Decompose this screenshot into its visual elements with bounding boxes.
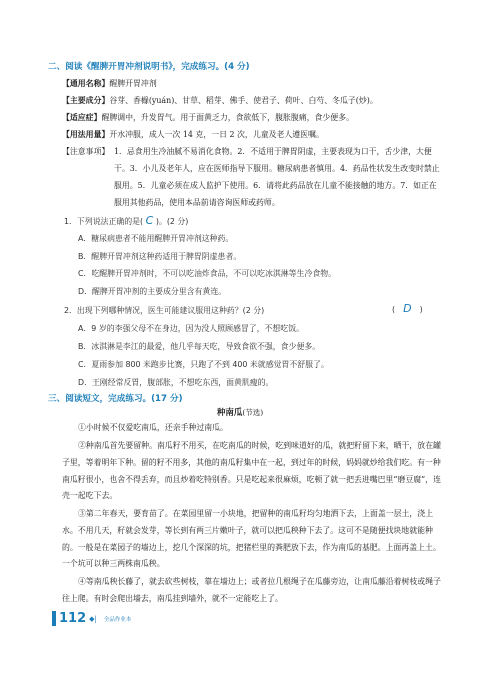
question-2-answer-box: ( D )	[392, 302, 423, 315]
passage-paragraph-2: ②种南瓜首先要留种。南瓜籽不用买，在吃南瓜的时候，吃到味道好的瓜，就把籽留下来，晒干，放在罐子里，等着明年下种。留的籽不用多，其他的南瓜籽集中在一起，到过年的时候，妈妈就炒给我们吃。有一种南瓜籽很小，也舍不得丢弃，而且炒着吃特别香。只是吃起来很麻烦，吃顿了就一把丢进嘴巴里“磨豆腐”，连壳一起吃下去。	[62, 441, 441, 501]
q2-option-a: A．9 岁的李强父母不在身边，因为没人照顾感冒了，不想吃饭。	[78, 324, 304, 333]
notice-label: 【注意事项】	[62, 147, 110, 156]
passage-title	[0, 406, 480, 418]
info-text: 醒脾调中，升发胃气。用于面黄乏力，食欲低下，腹胀腹痛，食少便多。	[101, 113, 354, 122]
info-label: 【用法用量】	[62, 130, 110, 139]
notice-text: 1．忌食用生冷油腻不易消化食物。2．不适用于脾胃阴虚，主要表现为口干，舌少津，大便干。3．小儿及老年人，应在医师指导下服用。糖尿病患者慎用。4．药品性状发生改变时禁止服用。5．儿童必须在成人监护下使用。6．请将此药品放在儿童不能接触的地方。7．如正在服用其他药品，使用本品前请咨询医师或药师。	[114, 147, 440, 207]
info-text: 醒脾开胃冲剂	[109, 79, 157, 88]
section-3-title: 三、阅读短文，完成练习。(17 分)	[48, 394, 183, 404]
info-line-dosage	[62, 129, 324, 140]
page-number: 112	[59, 611, 87, 626]
question-1-stem: 1．下列说法正确的是(	[64, 217, 144, 226]
q2-option-b: B．冰淇淋是李江的最爱，他几乎每天吃，导致食欲不强，食少便多。	[78, 342, 321, 351]
question-1-answer: C	[145, 214, 154, 227]
passage-paragraph-1: ①小时候不仅爱吃南瓜，还亲手种过南瓜。	[78, 423, 228, 432]
q2-option-c: C．夏雨参加 800 米跑步比赛，只跑了不到 400 米就感觉胃不舒服了。	[78, 360, 329, 369]
info-label: 【主要成分】	[62, 96, 110, 105]
page-marker-bar	[52, 611, 56, 626]
section-2-title: 二、阅读《醒脾开胃冲剂说明书》，完成练习。(4 分)	[48, 62, 250, 72]
q2-option-d: D．王刚经常反胃，腹部胀，不想吃东西，面黄肌瘦的。	[78, 378, 274, 387]
info-line-ingredients	[62, 95, 378, 106]
q1-option-a: A．糖尿病患者不能用醒脾开胃冲剂这种药。	[78, 234, 234, 243]
question-2-answer: D	[403, 302, 412, 315]
brand-name: 全品作业本	[103, 616, 132, 623]
passage-paragraph-3: ③第二年春天，要育苗了。在菜园里留一小块地，把留种的南瓜籽均匀地洒下去，上面盖一层土，浇上水。不用几天，籽就会发芽，等长到有两三片嫩叶子，就可以把瓜秧种下去了。这可不是随便找块地就能种的。一般是在菜园子的墙边上，挖几个深深的坑，把猪栏里的粪肥放下去，作为南瓜的基肥。上面再盖上土。一个坑可以种三两株南瓜秧。	[62, 509, 441, 569]
passage-paragraph-4: ④等南瓜秧长藤了，就去砍些树枝，靠在墙边上；或者拉几根绳子在瓜藤旁边，让南瓜藤沿着树枝或绳子往上爬。有时会爬出墙去，南瓜挂到墙外，就不一定能吃上了。	[62, 577, 441, 603]
page-separator-icon: ◆|	[89, 614, 97, 623]
info-text: 谷芽、香橼(yuán)、甘草、稻芽、佛手、使君子、荷叶、白芍、冬瓜子(炒)。	[109, 96, 378, 105]
info-text: 开水冲服，成人一次 14 克，一日 2 次，儿童及老人遵医嘱。	[109, 130, 324, 139]
question-1-stem-end: )。(2 分)	[155, 217, 189, 226]
info-line-indications	[62, 112, 354, 123]
page-footer	[52, 611, 131, 626]
info-label: 【适应症】	[62, 113, 102, 122]
info-line-generic-name	[62, 78, 157, 89]
q1-option-d: D．醒脾开胃冲剂的主要成分里含有黄连。	[78, 287, 227, 296]
passage-title-sub: (节选)	[242, 408, 264, 417]
passage-title-text: 种南瓜	[216, 408, 243, 418]
q1-option-b: B．醒脾开胃冲剂这种药适用于脾胃阴虚患者。	[78, 252, 242, 261]
question-2-stem: 2．出现下列哪种情况，医生可能建议服用这种药？(2 分)	[64, 306, 265, 315]
q1-option-c: C．吃醒脾开胃冲剂时，不可以吃油炸食品，不可以吃冰淇淋等生冷食物。	[78, 269, 337, 278]
question-1	[64, 214, 188, 227]
info-label: 【通用名称】	[62, 79, 110, 88]
